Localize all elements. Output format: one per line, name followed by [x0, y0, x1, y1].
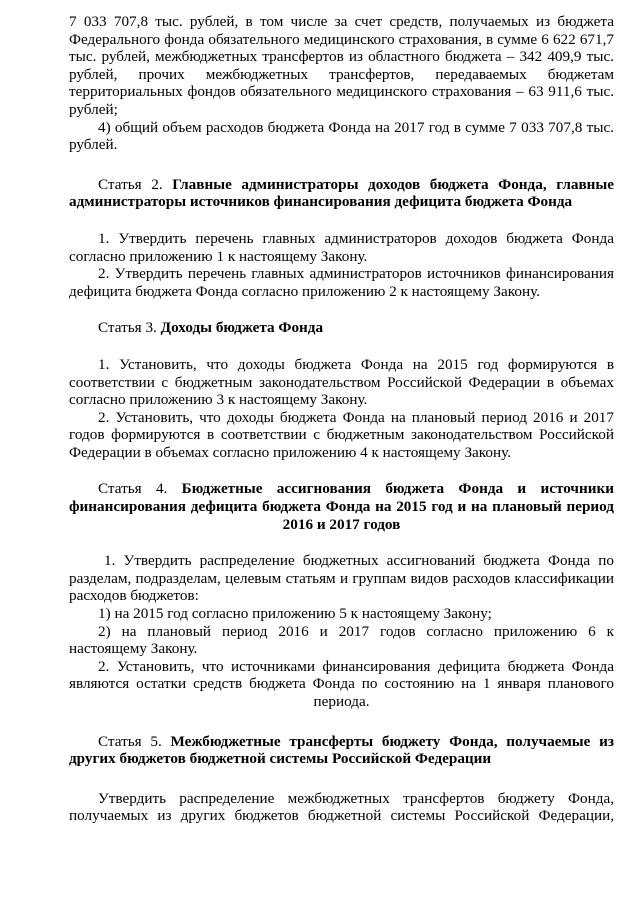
article-2-paragraph-2: 2. Утвердить перечень главных администраторов источников финансирования дефицита бюджета Фонда согласно приложению 2 к настоящему Закону.: [69, 265, 614, 300]
spacer: [69, 337, 614, 356]
article-4-paragraph-3: 2) на плановый период 2016 и 2017 годов согласно приложению 6 к настоящему Закону.: [69, 622, 614, 658]
article-2-prefix: Статья 2.: [98, 175, 173, 193]
spacer: [69, 461, 614, 480]
article-5-heading: [69, 733, 614, 768]
article-5-title: Межбюджетные трансферты бюджету Фонда, получаемые из других бюджетов бюджетной системы Российской Федерации: [69, 732, 614, 768]
article-2-title: Главные администраторы доходов бюджета Фонда, главные администраторы источников финансирования дефицита бюджета Фонда: [69, 175, 614, 211]
article-4-heading: [69, 480, 614, 533]
intro-paragraph-1: 7 033 707,8 тыс. рублей, в том числе за счет средств, получаемых из бюджета Федерального фонда обязательного медицинского страхования, в сумме 6 622 671,7 тыс. рублей, межбюджетных трансфертов из областного бюджета – 342 409,9 тыс. рублей, прочих межбюджетных трансфертов, передаваемых бюджетам территориальных фондов обязательного медицинского страхования – 63 911,6 тыс. рублей;: [69, 13, 614, 118]
article-5-paragraph-1: Утвердить распределение межбюджетных трансфертов бюджету Фонда, получаемых из других бюджетов бюджетной системы Российской Федерации,: [69, 789, 614, 825]
article-4-paragraph-2: 1) на 2015 год согласно приложению 5 к настоящему Закону;: [98, 605, 492, 623]
document-page: [69, 13, 614, 825]
article-3-paragraph-1: 1. Установить, что доходы бюджета Фонда на 2015 год формируются в соответствии с бюджетным законодательством Российской Федерации в объемах согласно приложению 3 к настоящему Закону.: [69, 355, 614, 409]
article-3-prefix: Статья 3.: [98, 319, 161, 337]
spacer: [69, 533, 614, 552]
spacer: [69, 154, 614, 176]
intro-paragraph-2: 4) общий объем расходов бюджета Фонда на 2017 год в сумме 7 033 707,8 тыс. рублей.: [69, 118, 614, 154]
article-2-heading: [69, 176, 614, 211]
spacer: [69, 768, 614, 790]
article-3-heading: [69, 319, 614, 337]
spacer: [69, 211, 614, 230]
article-4-title: Бюджетные ассигнования бюджета Фонда и источники финансирования дефицита бюджета Фонда на 2015 год и на плановый период 2016 и 2017 годов: [69, 480, 614, 533]
spacer: [69, 300, 614, 319]
article-5-prefix: Статья 5.: [98, 732, 171, 750]
article-4-prefix: Статья 4.: [98, 480, 182, 498]
article-3-paragraph-2: 2. Установить, что доходы бюджета Фонда на плановый период 2016 и 2017 годов формируются в соответствии с бюджетным законодательством Российской Федерации в объемах согласно приложению 4 к настоящему Закону.: [69, 408, 614, 461]
article-4-paragraph-4: 2. Установить, что источниками финансирования дефицита бюджета Фонда являются остатки средств бюджета Фонда по состоянию на 1 января планового периода.: [69, 657, 614, 710]
article-3-title: Доходы бюджета Фонда: [160, 319, 324, 337]
spacer: [69, 711, 614, 733]
article-4-paragraph-1: 1. Утвердить распределение бюджетных ассигнований бюджета Фонда по разделам, подразделам, целевым статьям и группам видов расходов классификации расходов бюджетов:: [69, 552, 614, 605]
article-2-paragraph-1: 1. Утвердить перечень главных администраторов доходов бюджета Фонда согласно приложению 1 к настоящему Закону.: [69, 229, 614, 265]
